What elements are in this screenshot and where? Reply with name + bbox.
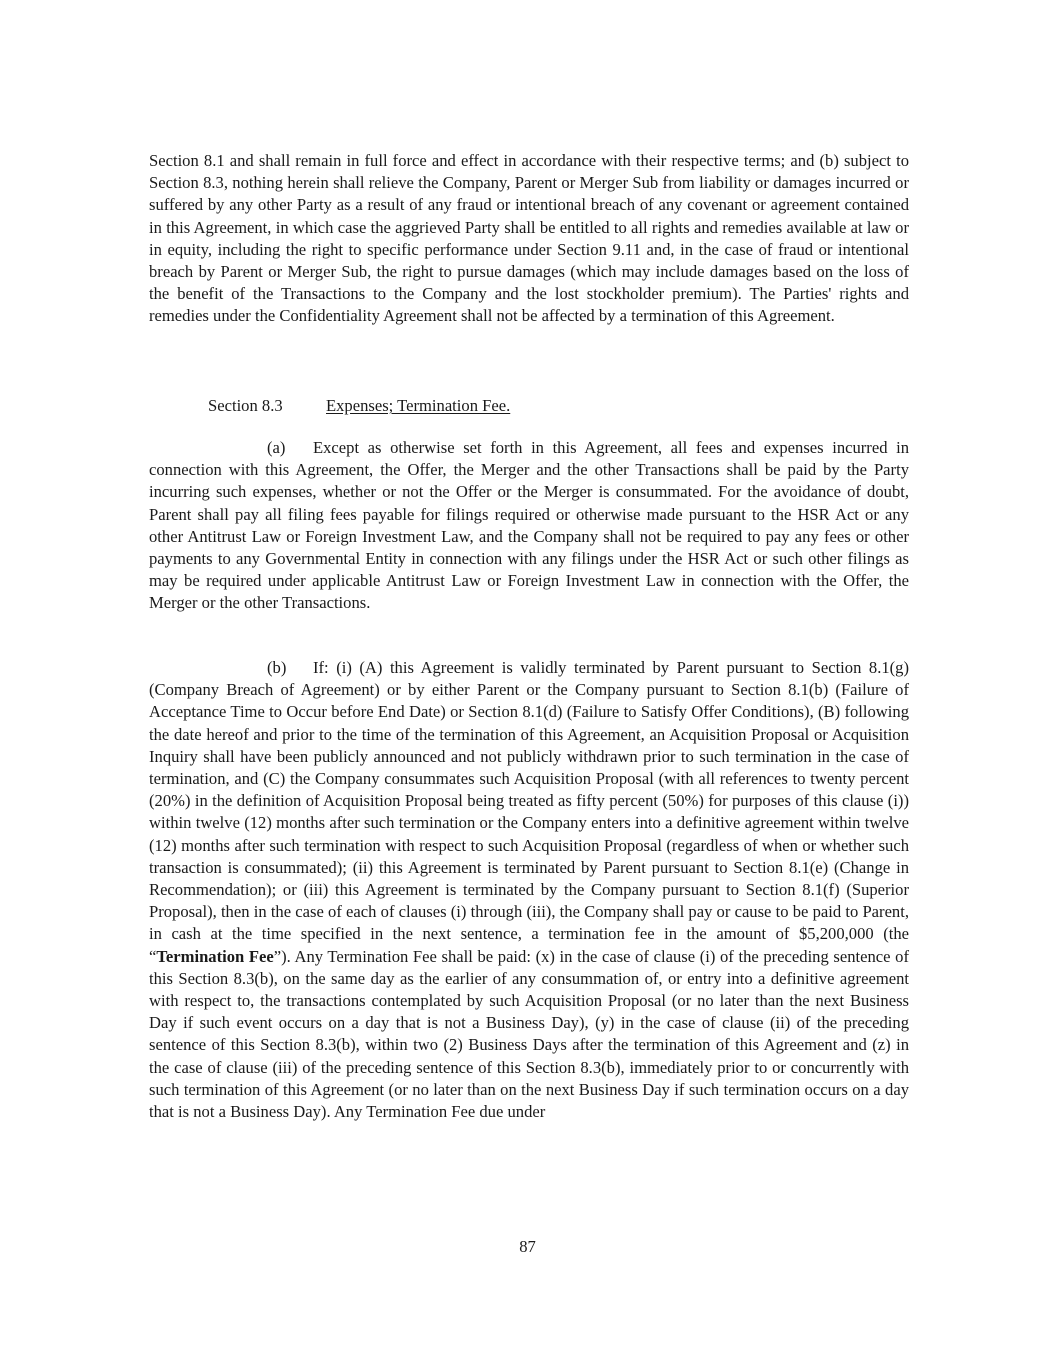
defined-term-termination-fee: Termination Fee bbox=[156, 946, 274, 966]
section-heading bbox=[208, 395, 510, 417]
clause-b-paragraph bbox=[149, 657, 909, 1123]
continued-paragraph: Section 8.1 and shall remain in full force and effect in accordance with their respective terms; and (b) subject to Section 8.3, nothing herein shall relieve the Company, Parent or Merger Sub from liability or damages incurred or suffered by any other Party as a result of any fraud or intentional breach of any covenant or agreement contained in this Agreement, in which case the aggrieved Party shall be entitled to all rights and remedies available at law or in equity, including the right to specific performance under Section 9.11 and, in the case of fraud or intentional breach by Parent or Merger Sub, the right to pursue damages (which may include damages based on the loss of the benefit of the Transactions to the Company and the lost stockholder premium). The Parties' rights and remedies under the Confidentiality Agreement shall not be affected by a termination of this Agreement. bbox=[149, 151, 909, 326]
clause-b-text-after: ”). Any Termination Fee shall be paid: (x) in the case of clause (i) of the preceding sentence of this Section 8.3(b), on the same day as the earlier of any consummation of, or entry into a definitive agreement with respect to, the transactions contemplated by such Acquisition Proposal (or no later than the next Business Day if such event occurs on a day that is not a Business Day), (y) in the case of clause (ii) of the preceding sentence of this Section 8.3(b), within two (2) Business Days after the termination of this Agreement and (z) in the case of clause (iii) of the preceding sentence of this Section 8.3(b), immediately prior to or concurrently with such termination of this Agreement (or no later than on the next Business Day if such termination occurs on a day that is not a Business Day). Any Termination Fee due under bbox=[149, 946, 909, 1122]
clause-a-label: (a) bbox=[267, 438, 286, 457]
section-number: Section 8.3 bbox=[208, 396, 283, 415]
clause-a-text: Except as otherwise set forth in this Agreement, all fees and expenses incurred in connection with this Agreement, the Offer, the Merger and the other Transactions shall be paid by the Party incurring such expenses, whether or not the Offer or the Merger is consummated. For the avoidance of doubt, Parent shall pay all filing fees payable for filings required or otherwise made pursuant to the HSR Act or any other Antitrust Law or Foreign Investment Law, and the Company shall not be required to pay any fees or other payments to any Governmental Entity in connection with any filings under the HSR Act or such other filings as may be required under applicable Antitrust Law or Foreign Investment Law in connection with the Offer, the Merger or the other Transactions. bbox=[149, 438, 909, 613]
clause-a-paragraph bbox=[149, 437, 909, 615]
clause-b-text-before: If: (i) (A) this Agreement is validly terminated by Parent pursuant to Section 8.1(g) (Company Breach of Agreement) or by either Parent or the Company pursuant to Section 8.1(b) (Failure of Acceptance Time to Occur before End Date) or Section 8.1(d) (Failure to Satisfy Offer Conditions), (B) following the date hereof and prior to the time of the termination of this Agreement, an Acquisition Proposal or Acquisition Inquiry shall have been publicly announced and not publicly withdrawn prior to such termination in the case of termination, and (C) the Company consummates such Acquisition Proposal (with all references to twenty percent (20%) in the definition of Acquisition Proposal being treated as fifty percent (50%) for purposes of this clause (i)) within twelve (12) months after such termination or the Company enters into a definitive agreement within twelve (12) months after such termination with respect to such Acquisition Proposal (regardless of when or whether such transaction is consummated); (ii) this Agreement is terminated by Parent pursuant to Section 8.1(e) (Change in Recommendation); or (iii) this Agreement is terminated by the Company pursuant to Section 8.1(f) (Superior Proposal), then in the case of each of clauses (i) through (iii), the Company shall pay or cause to be paid to Parent, in cash at the time specified in the next sentence, a termination fee in the amount of $5,200,000 (the “ bbox=[149, 658, 909, 966]
clause-b-label: (b) bbox=[267, 658, 287, 677]
page-number: 87 bbox=[519, 1237, 536, 1256]
section-title: Expenses; Termination Fee. bbox=[326, 396, 511, 415]
